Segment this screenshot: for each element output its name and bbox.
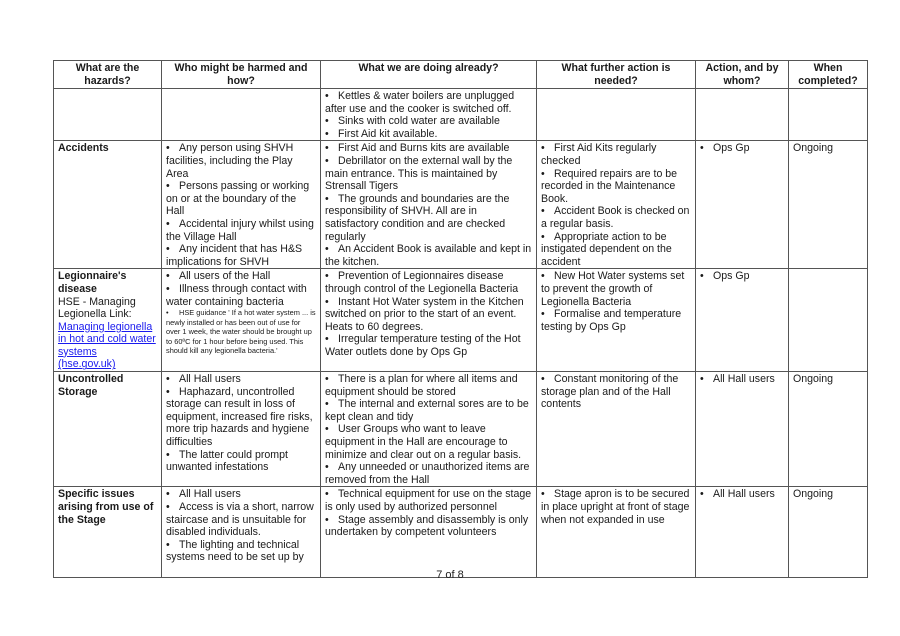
who-harmed-cell	[162, 372, 321, 487]
who-harmed-list	[166, 488, 316, 564]
list-item-text: All Hall users	[179, 373, 241, 386]
list-item	[325, 398, 532, 423]
bullet-icon: •	[166, 308, 169, 318]
list-item-text: Illness through contact with water containing bacteria	[166, 282, 307, 308]
list-item-text: The grounds and boundaries are the responsibility of SHVH. All are in satisfactory condition and are checked regularly	[325, 192, 510, 243]
bullet-icon: •	[541, 205, 545, 218]
list-item	[700, 373, 784, 386]
list-item-text: Debrillator on the external wall by the main entrance. This is maintained by Strensall Tigers	[325, 154, 513, 193]
hse-legionella-link[interactable]: Managing legionella in hot and cold water systems (hse.gov.uk)	[58, 320, 156, 371]
action-by-whom-cell	[696, 372, 789, 487]
hazard-title: Specific issues arising from use of the Stage	[58, 488, 154, 526]
list-item-text: All users of the Hall	[179, 270, 271, 283]
list-item-text: The internal and external sores are to be kept clean and tidy	[325, 398, 529, 423]
action-by-whom-cell	[696, 89, 789, 141]
further-action-list	[541, 142, 691, 268]
hazard-cell	[54, 141, 162, 269]
bullet-icon: •	[166, 448, 170, 461]
hazard-cell	[54, 269, 162, 372]
action-by-whom-list	[700, 270, 784, 283]
doing-already-cell	[321, 141, 537, 269]
list-item-text: First Aid Kits regularly checked	[541, 142, 657, 167]
list-item-text: All Hall users	[713, 373, 775, 386]
list-item	[166, 270, 316, 283]
bullet-icon: •	[166, 142, 170, 155]
doing-already-list	[325, 488, 532, 538]
list-item-text: Sinks with cold water are available	[338, 115, 500, 128]
bullet-icon: •	[325, 398, 329, 411]
list-item-text: Required repairs are to be recorded in the Maintenance Book.	[541, 167, 678, 205]
list-item-text: Prevention of Legionnaires disease through control of the Legionella Bacteria	[325, 270, 519, 295]
bullet-icon: •	[166, 217, 170, 230]
list-item	[166, 308, 316, 356]
who-harmed-cell	[162, 487, 321, 578]
bullet-icon: •	[166, 243, 170, 256]
bullet-icon: •	[700, 142, 704, 155]
bullet-icon: •	[325, 90, 329, 102]
action-by-whom-list	[700, 488, 784, 501]
list-item	[325, 115, 532, 128]
further-action-cell	[537, 141, 696, 269]
hazard-cell	[54, 487, 162, 578]
list-item	[541, 373, 691, 411]
list-item	[166, 386, 316, 449]
list-item	[700, 142, 784, 155]
action-by-whom-list	[700, 142, 784, 155]
list-item	[700, 270, 784, 283]
bullet-icon: •	[541, 230, 545, 243]
list-item	[541, 168, 691, 206]
list-item-text: All Hall users	[179, 488, 241, 501]
bullet-icon: •	[166, 373, 170, 386]
hazard-title: Accidents	[58, 142, 109, 155]
bullet-icon: •	[325, 270, 329, 283]
bullet-icon: •	[325, 243, 329, 256]
list-item	[166, 449, 316, 474]
header-row	[54, 61, 868, 89]
list-item	[166, 180, 316, 218]
further-action-cell	[537, 487, 696, 578]
list-item	[325, 514, 532, 539]
header-when-completed: When completed?	[789, 61, 868, 89]
list-item-text: Kettles & water boilers are unplugged after use and the cooker is switched off.	[325, 90, 515, 115]
list-item	[541, 488, 691, 526]
list-item-text: Constant monitoring of the storage plan and of the Hall contents	[541, 373, 679, 411]
header-hazards: What are the hazards?	[54, 61, 162, 89]
bullet-icon: •	[325, 461, 329, 474]
list-item	[541, 142, 691, 167]
bullet-icon: •	[325, 192, 329, 205]
when-completed-cell: Ongoing	[789, 372, 868, 487]
list-item	[166, 539, 316, 564]
list-item-text: Any incident that has H&S implications for SHVH	[166, 243, 303, 268]
list-item-text: Appropriate action to be instigated dependent on the accident	[541, 230, 672, 268]
list-item-text: The latter could prompt unwanted infestations	[166, 448, 288, 474]
list-item	[541, 205, 691, 230]
header-further-action: What further action is needed?	[537, 61, 696, 89]
hazard-cell	[54, 372, 162, 487]
bullet-icon: •	[166, 385, 170, 398]
action-by-whom-cell	[696, 269, 789, 372]
bullet-icon: •	[325, 333, 329, 346]
doing-already-list	[325, 90, 532, 140]
hazard-reference-label: HSE - Managing Legionella Link:	[58, 295, 136, 321]
further-action-list	[541, 488, 691, 526]
table-row	[54, 141, 868, 269]
doing-already-list	[325, 270, 532, 358]
bullet-icon: •	[541, 167, 545, 180]
list-item-text: First Aid and Burns kits are available	[338, 142, 510, 155]
bullet-icon: •	[700, 488, 704, 501]
who-harmed-list	[166, 270, 316, 308]
list-item	[325, 270, 532, 295]
list-item-text: Any unneeded or unauthorized items are removed from the Hall	[325, 461, 530, 486]
further-action-cell	[537, 89, 696, 141]
list-item-text: The lighting and technical systems need to be set up by	[166, 538, 304, 564]
list-item	[325, 296, 532, 334]
bullet-icon: •	[325, 142, 329, 155]
list-item	[166, 142, 316, 180]
list-item-text: HSE guidance ' If a hot water system ... is newly installed or has been out of use for over 1 week, the water should be brought up to 60ºC for 1 hour before being used. This should kill any legionella bacteria.'	[166, 308, 316, 356]
list-item	[325, 193, 532, 243]
bullet-icon: •	[541, 373, 545, 386]
list-item	[325, 461, 532, 486]
hazard-cell	[54, 89, 162, 141]
bullet-icon: •	[166, 282, 170, 295]
who-harmed-cell	[162, 89, 321, 141]
list-item-text: All Hall users	[713, 488, 775, 501]
list-item	[166, 373, 316, 386]
when-completed-cell: Ongoing	[789, 487, 868, 578]
list-item	[166, 501, 316, 539]
list-item-text: Formalise and temperature testing by Ops Gp	[541, 308, 682, 333]
list-item	[700, 488, 784, 501]
list-item-text: Stage apron is to be secured in place upright at front of stage when not expanded in use	[541, 488, 690, 526]
when-completed-cell	[789, 269, 868, 372]
who-harmed-list	[166, 142, 316, 268]
bullet-icon: •	[325, 127, 329, 140]
further-action-cell	[537, 269, 696, 372]
list-item	[325, 373, 532, 398]
header-who-harmed: Who might be harmed and how?	[162, 61, 321, 89]
bullet-icon: •	[700, 270, 704, 283]
who-harmed-list	[166, 373, 316, 474]
list-item	[325, 155, 532, 193]
bullet-icon: •	[325, 373, 329, 386]
list-item	[166, 488, 316, 501]
bullet-icon: •	[166, 501, 170, 513]
list-item-text: Haphazard, uncontrolled storage can result in loss of equipment, increased fire risks, more trip hazards and hygiene difficulties	[166, 385, 313, 449]
list-item-text: Ops Gp	[713, 142, 750, 155]
bullet-icon: •	[166, 270, 170, 283]
bullet-icon: •	[700, 373, 704, 386]
action-by-whom-cell	[696, 141, 789, 269]
action-by-whom-cell	[696, 487, 789, 578]
list-item	[325, 333, 532, 358]
list-item-text: Stage assembly and disassembly is only undertaken by competent volunteers	[325, 513, 529, 539]
bullet-icon: •	[325, 154, 329, 167]
bullet-icon: •	[541, 270, 545, 283]
list-item-text: Technical equipment for use on the stage is only used by authorized personnel	[325, 488, 532, 513]
action-by-whom-list	[700, 373, 784, 386]
doing-already-cell	[321, 487, 537, 578]
hse-guidance-note	[166, 308, 316, 356]
list-item-text: New Hot Water systems set to prevent the growth of Legionella Bacteria	[541, 270, 685, 308]
bullet-icon: •	[325, 488, 329, 501]
hazard-title: Legionnaire's disease	[58, 270, 127, 295]
list-item	[325, 142, 532, 155]
bullet-icon: •	[541, 142, 545, 155]
list-item-text: Accident Book is checked on a regular basis.	[541, 205, 690, 230]
table-row	[54, 487, 868, 578]
who-harmed-cell	[162, 269, 321, 372]
doing-already-list	[325, 373, 532, 486]
bullet-icon: •	[166, 180, 170, 193]
risk-assessment-table	[53, 60, 868, 578]
list-item-text: User Groups who want to leave equipment in the Hall are encourage to minimize and clear out on a regular basis.	[325, 423, 522, 461]
table-row	[54, 89, 868, 141]
list-item	[325, 488, 532, 513]
header-action-by-whom: Action, and by whom?	[696, 61, 789, 89]
list-item	[325, 128, 532, 141]
list-item	[325, 423, 532, 461]
bullet-icon: •	[325, 423, 329, 436]
list-item	[541, 308, 691, 333]
further-action-list	[541, 373, 691, 411]
list-item	[541, 270, 691, 308]
list-item-text: Accidental injury whilst using the Village Hall	[166, 217, 314, 243]
table-row	[54, 269, 868, 372]
hazard-title: Uncontrolled Storage	[58, 373, 124, 398]
list-item	[325, 243, 532, 268]
who-harmed-cell	[162, 141, 321, 269]
doing-already-list	[325, 142, 532, 268]
list-item	[166, 243, 316, 268]
bullet-icon: •	[541, 488, 545, 501]
list-item	[541, 231, 691, 269]
when-completed-cell	[789, 89, 868, 141]
doing-already-cell	[321, 372, 537, 487]
list-item-text: Instant Hot Water system in the Kitchen switched on prior to the start of an event. Heats to 60 degrees.	[325, 295, 524, 333]
list-item-text: First Aid kit available.	[338, 127, 438, 140]
list-item	[166, 283, 316, 308]
list-item-text: Access is via a short, narrow staircase and is unsuitable for disabled individuals.	[166, 501, 314, 539]
doing-already-cell	[321, 269, 537, 372]
list-item-text: Persons passing or working on or at the boundary of the Hall	[166, 180, 310, 218]
further-action-cell	[537, 372, 696, 487]
list-item	[166, 218, 316, 243]
bullet-icon: •	[166, 538, 170, 551]
further-action-list	[541, 270, 691, 333]
list-item-text: There is a plan for where all items and equipment should be stored	[325, 373, 518, 398]
when-completed-cell: Ongoing	[789, 141, 868, 269]
list-item	[325, 90, 532, 115]
bullet-icon: •	[166, 488, 170, 501]
bullet-icon: •	[541, 308, 545, 321]
bullet-icon: •	[325, 513, 329, 526]
bullet-icon: •	[325, 115, 329, 128]
list-item-text: Irregular temperature testing of the Hot Water outlets done by Ops Gp	[325, 333, 521, 358]
list-item-text: Any person using SHVH facilities, including the Play Area	[166, 142, 294, 180]
header-doing-already: What we are doing already?	[321, 61, 537, 89]
doing-already-cell	[321, 89, 537, 141]
list-item-text: Ops Gp	[713, 270, 750, 283]
page-number: 7 of 8	[436, 569, 464, 581]
bullet-icon: •	[325, 295, 329, 308]
table-row	[54, 372, 868, 487]
list-item-text: An Accident Book is available and kept in the kitchen.	[325, 243, 532, 268]
